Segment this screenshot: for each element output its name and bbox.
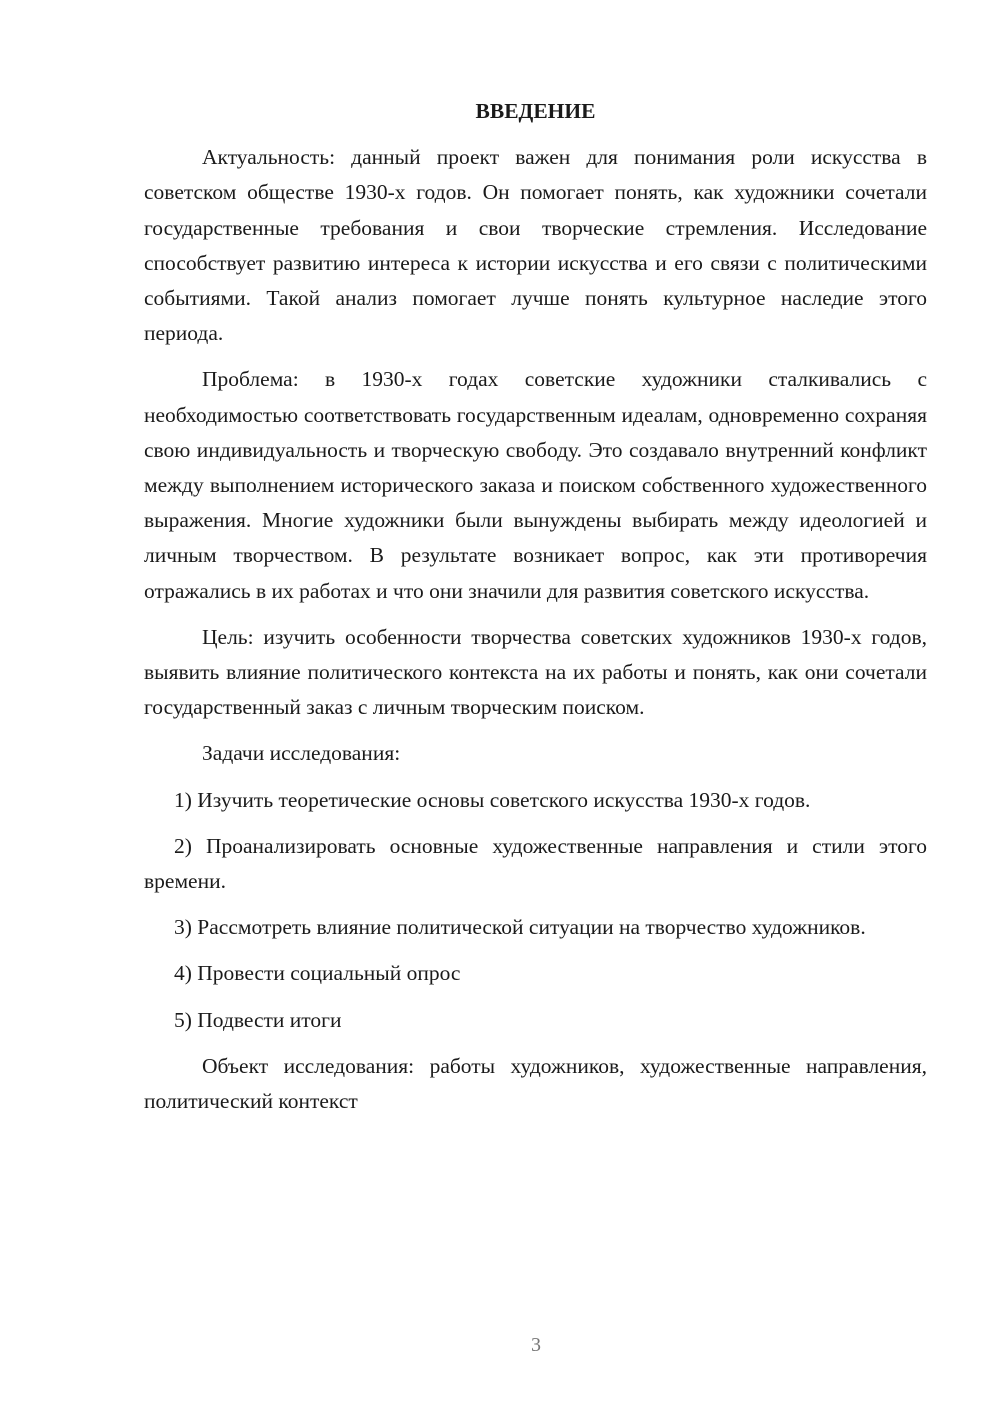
page-number: 3 [531, 1334, 541, 1356]
task-item: 4) Провести социальный опрос [174, 961, 461, 986]
document-body [144, 94, 927, 1130]
task-item: 5) Подвести итоги [174, 1007, 342, 1032]
paragraph-research-object: Объект исследования: работы художников, художественные направления, политический контекст [144, 1053, 927, 1114]
section-heading: ВВЕДЕНИЕ [475, 99, 596, 123]
paragraph-tasks-heading: Задачи исследования: [202, 741, 401, 766]
task-item: 1) Изучить теоретические основы советского искусства 1930-х годов. [174, 787, 811, 812]
paragraph-problem: Проблема: в 1930-х годах советские художники сталкивались с необходимостью соответствовать государственным идеалам, одновременно сохраняя свою индивидуальность и творческую свободу. Это создавало внутренний конфликт между выполнением исторического заказа и поиском собственного художественного выражения. Многие художники были вынуждены выбирать между идеологией и личным творчеством. В результате возникает вопрос, как эти противоречия отражались в их работах и что они значили для развития советского искусства. [144, 367, 927, 603]
paragraph-relevance: Актуальность: данный проект важен для понимания роли искусства в советском обществе 1930-х годов. Он помогает понять, как художники сочетали государственные требования и свои творческие стремления. Исследование способствует развитию интереса к истории искусства и его связи с политическими событиями. Такой анализ помогает лучше понять культурное наследие этого периода. [144, 145, 927, 346]
paragraph-goal: Цель: изучить особенности творчества советских художников 1930-х годов, выявить влияние политического контекста на их работы и понять, как они сочетали государственный заказ с личным творческим поиском. [144, 624, 927, 720]
task-item: 2) Проанализировать основные художественные направления и стили этого времени. [144, 833, 927, 894]
task-item: 3) Рассмотреть влияние политической ситуации на творчество художников. [174, 915, 866, 940]
